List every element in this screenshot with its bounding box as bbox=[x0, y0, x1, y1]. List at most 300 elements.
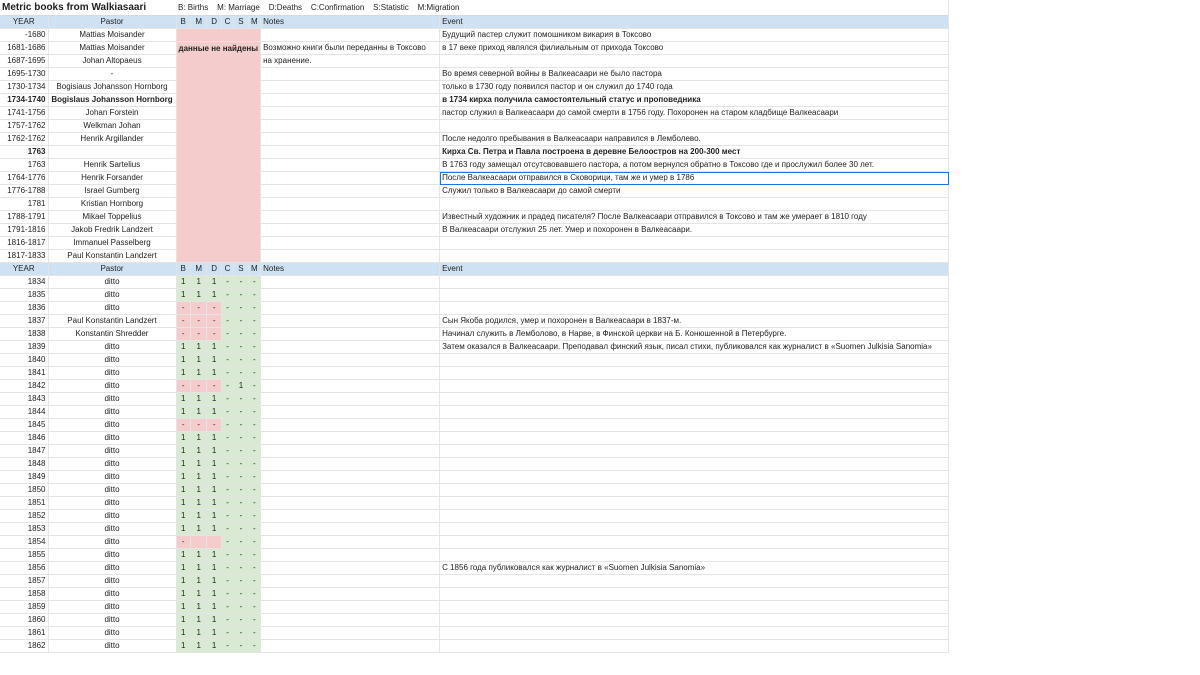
code-cell[interactable]: 1 bbox=[207, 471, 221, 484]
notes-cell[interactable] bbox=[261, 614, 440, 627]
code-cell[interactable]: - bbox=[234, 497, 248, 510]
year-cell[interactable]: 1862 bbox=[0, 640, 48, 653]
code-cell[interactable]: - bbox=[234, 575, 248, 588]
notes-cell[interactable] bbox=[261, 367, 440, 380]
pastor-cell[interactable]: ditto bbox=[48, 380, 176, 393]
code-cell[interactable]: - bbox=[190, 328, 207, 341]
code-cell[interactable]: - bbox=[221, 601, 233, 614]
notes-cell[interactable] bbox=[261, 523, 440, 536]
code-cell[interactable]: 1 bbox=[207, 341, 221, 354]
code-cell[interactable]: - bbox=[234, 562, 248, 575]
header-pastor[interactable]: Pastor bbox=[48, 16, 176, 29]
code-cell[interactable]: - bbox=[221, 445, 233, 458]
notes-cell[interactable] bbox=[261, 185, 440, 198]
code-cell[interactable]: 1 bbox=[176, 549, 190, 562]
notes-cell[interactable] bbox=[261, 341, 440, 354]
code-cell[interactable]: - bbox=[234, 367, 248, 380]
year-cell[interactable]: 1734-1740 bbox=[0, 94, 48, 107]
code-cell[interactable]: - bbox=[248, 562, 260, 575]
event-cell[interactable] bbox=[440, 250, 949, 263]
year-cell[interactable]: 1860 bbox=[0, 614, 48, 627]
notes-cell[interactable] bbox=[261, 94, 440, 107]
pastor-cell[interactable]: ditto bbox=[48, 640, 176, 653]
pastor-cell[interactable]: Johan Altopaeus bbox=[48, 55, 176, 68]
year-cell[interactable]: 1695-1730 bbox=[0, 68, 48, 81]
year-cell[interactable]: 1853 bbox=[0, 523, 48, 536]
year-cell[interactable]: 1817-1833 bbox=[0, 250, 48, 263]
code-cell[interactable]: - bbox=[248, 406, 260, 419]
year-cell[interactable]: 1763 bbox=[0, 159, 48, 172]
header-code[interactable]: B bbox=[176, 263, 190, 276]
pastor-cell[interactable]: ditto bbox=[48, 445, 176, 458]
code-cell[interactable]: - bbox=[248, 315, 260, 328]
year-cell[interactable]: 1850 bbox=[0, 484, 48, 497]
notes-cell[interactable] bbox=[261, 393, 440, 406]
code-cell[interactable]: - bbox=[248, 640, 260, 653]
code-cell[interactable]: 1 bbox=[190, 484, 207, 497]
event-cell[interactable] bbox=[440, 445, 949, 458]
notes-cell[interactable] bbox=[261, 133, 440, 146]
notes-cell[interactable] bbox=[261, 471, 440, 484]
code-cell[interactable]: 1 bbox=[207, 354, 221, 367]
event-cell[interactable] bbox=[440, 536, 949, 549]
code-cell[interactable]: - bbox=[248, 276, 260, 289]
code-cell[interactable]: - bbox=[248, 419, 260, 432]
code-cell[interactable]: - bbox=[248, 627, 260, 640]
year-cell[interactable]: 1834 bbox=[0, 276, 48, 289]
code-cell[interactable]: 1 bbox=[190, 588, 207, 601]
code-cell[interactable]: - bbox=[234, 471, 248, 484]
code-cell[interactable]: 1 bbox=[190, 432, 207, 445]
year-cell[interactable]: 1762-1762 bbox=[0, 133, 48, 146]
pastor-cell[interactable]: Henrik Argillander bbox=[48, 133, 176, 146]
event-cell[interactable] bbox=[440, 393, 949, 406]
year-cell[interactable]: 1855 bbox=[0, 549, 48, 562]
code-cell[interactable]: - bbox=[221, 406, 233, 419]
not-found-cell[interactable] bbox=[176, 42, 261, 263]
year-cell[interactable]: 1730-1734 bbox=[0, 81, 48, 94]
notes-cell[interactable] bbox=[261, 68, 440, 81]
year-cell[interactable]: 1788-1791 bbox=[0, 211, 48, 224]
code-cell[interactable]: - bbox=[248, 588, 260, 601]
code-cell[interactable]: - bbox=[207, 328, 221, 341]
notes-cell[interactable] bbox=[261, 211, 440, 224]
notes-cell[interactable] bbox=[261, 29, 440, 42]
pastor-cell[interactable]: Immanuel Passelberg bbox=[48, 237, 176, 250]
code-cell[interactable]: 1 bbox=[176, 510, 190, 523]
code-cell[interactable]: 1 bbox=[207, 640, 221, 653]
code-cell[interactable]: - bbox=[176, 380, 190, 393]
year-cell[interactable]: 1861 bbox=[0, 627, 48, 640]
header-code[interactable]: M bbox=[190, 16, 207, 29]
notes-cell[interactable] bbox=[261, 81, 440, 94]
year-cell[interactable]: 1852 bbox=[0, 510, 48, 523]
code-cell[interactable]: 1 bbox=[207, 510, 221, 523]
code-cell[interactable]: - bbox=[234, 393, 248, 406]
notes-cell[interactable] bbox=[261, 640, 440, 653]
pastor-cell[interactable]: ditto bbox=[48, 627, 176, 640]
year-cell[interactable]: 1846 bbox=[0, 432, 48, 445]
pastor-cell[interactable]: Mattias Moisander bbox=[48, 42, 176, 55]
pastor-cell[interactable]: ditto bbox=[48, 458, 176, 471]
year-cell[interactable]: 1776-1788 bbox=[0, 185, 48, 198]
code-cell[interactable]: - bbox=[234, 406, 248, 419]
code-cell[interactable]: - bbox=[248, 302, 260, 315]
event-cell[interactable] bbox=[440, 276, 949, 289]
event-cell[interactable]: Сын Якоба родился, умер и похоронен в Валкеасаари в 1837-м. bbox=[440, 315, 949, 328]
code-cell[interactable]: 1 bbox=[190, 406, 207, 419]
notes-cell[interactable] bbox=[261, 510, 440, 523]
year-cell[interactable]: 1836 bbox=[0, 302, 48, 315]
code-cell[interactable]: - bbox=[221, 614, 233, 627]
notes-cell[interactable] bbox=[261, 406, 440, 419]
code-cell[interactable]: 1 bbox=[190, 601, 207, 614]
code-cell[interactable]: 1 bbox=[190, 289, 207, 302]
year-cell[interactable]: 1858 bbox=[0, 588, 48, 601]
code-cell[interactable]: 1 bbox=[207, 367, 221, 380]
code-cell[interactable]: - bbox=[176, 419, 190, 432]
code-cell[interactable]: - bbox=[221, 276, 233, 289]
code-cell[interactable]: - bbox=[221, 367, 233, 380]
pastor-cell[interactable]: ditto bbox=[48, 484, 176, 497]
code-cell[interactable]: 1 bbox=[190, 471, 207, 484]
event-cell[interactable] bbox=[440, 601, 949, 614]
pastor-cell[interactable]: Mikael Toppelius bbox=[48, 211, 176, 224]
code-cell[interactable]: - bbox=[221, 354, 233, 367]
code-cell[interactable]: 1 bbox=[190, 510, 207, 523]
code-cell[interactable]: - bbox=[248, 575, 260, 588]
code-cell[interactable]: 1 bbox=[207, 523, 221, 536]
pastor-cell[interactable]: ditto bbox=[48, 302, 176, 315]
code-cell[interactable]: - bbox=[176, 315, 190, 328]
pastor-cell[interactable]: ditto bbox=[48, 432, 176, 445]
code-cell[interactable]: 1 bbox=[207, 458, 221, 471]
year-cell[interactable]: 1837 bbox=[0, 315, 48, 328]
pastor-cell[interactable]: Konstantin Shredder bbox=[48, 328, 176, 341]
notes-cell[interactable] bbox=[261, 107, 440, 120]
event-cell[interactable]: в 17 веке приход являлся филиальным от прихода Токсово bbox=[440, 42, 949, 55]
code-cell[interactable]: - bbox=[221, 549, 233, 562]
code-cell[interactable]: - bbox=[234, 289, 248, 302]
code-cell[interactable]: 1 bbox=[207, 432, 221, 445]
pastor-cell[interactable]: ditto bbox=[48, 588, 176, 601]
pastor-cell[interactable]: Paul Konstantin Landzert bbox=[48, 250, 176, 263]
event-cell[interactable] bbox=[440, 432, 949, 445]
year-cell[interactable]: 1857 bbox=[0, 575, 48, 588]
code-cell[interactable]: - bbox=[234, 315, 248, 328]
code-cell[interactable]: 1 bbox=[176, 497, 190, 510]
code-cell[interactable]: - bbox=[234, 458, 248, 471]
year-cell[interactable]: 1816-1817 bbox=[0, 237, 48, 250]
event-cell[interactable] bbox=[440, 367, 949, 380]
event-cell[interactable] bbox=[440, 458, 949, 471]
code-cell[interactable]: - bbox=[234, 354, 248, 367]
code-cell[interactable]: 1 bbox=[190, 393, 207, 406]
header-code[interactable]: M bbox=[248, 263, 260, 276]
event-cell[interactable]: Затем оказался в Валкеасаари. Преподавал финский язык, писал стихи, публиковался как журналист в «Suomen Julkisia Sanomia» bbox=[440, 341, 949, 354]
event-cell[interactable] bbox=[440, 471, 949, 484]
event-cell[interactable] bbox=[440, 510, 949, 523]
code-cell[interactable]: 1 bbox=[190, 627, 207, 640]
code-cell[interactable]: - bbox=[234, 445, 248, 458]
notes-cell[interactable] bbox=[261, 224, 440, 237]
code-cell[interactable]: - bbox=[234, 523, 248, 536]
pastor-cell[interactable]: Israel Gumberg bbox=[48, 185, 176, 198]
code-cell[interactable]: - bbox=[234, 614, 248, 627]
header-notes[interactable]: Notes bbox=[261, 263, 440, 276]
code-cell[interactable]: - bbox=[234, 432, 248, 445]
code-cell[interactable]: - bbox=[248, 510, 260, 523]
event-cell[interactable]: в 1734 кирха получила самостоятельный статус и проповедника bbox=[440, 94, 949, 107]
notes-cell[interactable] bbox=[261, 627, 440, 640]
event-cell[interactable]: Служил только в Валкеасаари до самой смерти bbox=[440, 185, 949, 198]
notes-cell[interactable] bbox=[261, 432, 440, 445]
code-cell[interactable]: 1 bbox=[176, 445, 190, 458]
notes-cell[interactable]: на хранение. bbox=[261, 55, 440, 68]
code-cell[interactable]: - bbox=[221, 510, 233, 523]
pastor-cell[interactable]: ditto bbox=[48, 510, 176, 523]
code-cell[interactable]: 1 bbox=[207, 289, 221, 302]
code-cell[interactable]: - bbox=[221, 588, 233, 601]
code-cell[interactable]: 1 bbox=[207, 627, 221, 640]
header-code[interactable]: C bbox=[221, 16, 233, 29]
code-cell[interactable]: 1 bbox=[207, 497, 221, 510]
code-cell[interactable]: - bbox=[234, 549, 248, 562]
pastor-cell[interactable]: - bbox=[48, 68, 176, 81]
code-cell[interactable]: 1 bbox=[176, 367, 190, 380]
year-cell[interactable]: 1757-1762 bbox=[0, 120, 48, 133]
code-cell[interactable]: 1 bbox=[176, 341, 190, 354]
notes-cell[interactable] bbox=[261, 562, 440, 575]
code-cell[interactable]: 1 bbox=[190, 575, 207, 588]
pastor-cell[interactable]: ditto bbox=[48, 471, 176, 484]
code-cell[interactable]: - bbox=[248, 393, 260, 406]
year-cell[interactable]: 1839 bbox=[0, 341, 48, 354]
pastor-cell[interactable]: ditto bbox=[48, 497, 176, 510]
pastor-cell[interactable]: ditto bbox=[48, 601, 176, 614]
code-cell[interactable]: - bbox=[248, 328, 260, 341]
code-cell[interactable]: - bbox=[176, 328, 190, 341]
notes-cell[interactable] bbox=[261, 159, 440, 172]
code-cell[interactable]: 1 bbox=[207, 575, 221, 588]
code-cell[interactable]: - bbox=[234, 627, 248, 640]
pastor-cell[interactable]: ditto bbox=[48, 536, 176, 549]
code-cell[interactable]: - bbox=[248, 523, 260, 536]
pastor-cell[interactable]: ditto bbox=[48, 575, 176, 588]
event-cell[interactable] bbox=[440, 198, 949, 211]
header-code[interactable]: S bbox=[234, 263, 248, 276]
header-event[interactable]: Event bbox=[440, 16, 949, 29]
header-notes[interactable]: Notes bbox=[261, 16, 440, 29]
pastor-cell[interactable]: ditto bbox=[48, 549, 176, 562]
header-code[interactable]: B bbox=[176, 16, 190, 29]
code-cell[interactable]: - bbox=[234, 601, 248, 614]
code-cell[interactable]: 1 bbox=[176, 393, 190, 406]
notes-cell[interactable] bbox=[261, 120, 440, 133]
pastor-cell[interactable]: ditto bbox=[48, 276, 176, 289]
code-cell[interactable]: - bbox=[234, 588, 248, 601]
event-cell[interactable]: После недолго пребывания в Валкеасаари направился в Лемболево. bbox=[440, 133, 949, 146]
pastor-cell[interactable]: Mattias Moisander bbox=[48, 29, 176, 42]
header-year[interactable]: YEAR bbox=[0, 16, 48, 29]
code-cell[interactable]: - bbox=[234, 536, 248, 549]
code-cell[interactable]: 1 bbox=[190, 614, 207, 627]
year-cell[interactable]: 1854 bbox=[0, 536, 48, 549]
pastor-cell[interactable]: Henrik Forsander bbox=[48, 172, 176, 185]
code-cell[interactable]: 1 bbox=[176, 471, 190, 484]
pastor-cell[interactable]: ditto bbox=[48, 341, 176, 354]
year-cell[interactable]: 1842 bbox=[0, 380, 48, 393]
notes-cell[interactable] bbox=[261, 575, 440, 588]
code-cell[interactable]: - bbox=[207, 315, 221, 328]
year-cell[interactable]: 1841 bbox=[0, 367, 48, 380]
code-cell[interactable]: - bbox=[221, 575, 233, 588]
code-cell[interactable]: 1 bbox=[176, 627, 190, 640]
event-cell[interactable]: пастор служил в Валкеасаари до самой смерти в 1756 году. Похоронен на старом кладбище Валкеасаари bbox=[440, 107, 949, 120]
code-cell[interactable]: 1 bbox=[207, 549, 221, 562]
event-cell[interactable] bbox=[440, 575, 949, 588]
code-cell[interactable]: - bbox=[234, 276, 248, 289]
event-cell[interactable]: Известный художник и прадед писателя? После Валкеасаари отправился в Токсово и там же умерает в 1810 году bbox=[440, 211, 949, 224]
year-cell[interactable]: 1838 bbox=[0, 328, 48, 341]
code-cell[interactable]: 1 bbox=[207, 614, 221, 627]
code-cell[interactable]: 1 bbox=[207, 588, 221, 601]
notes-cell[interactable] bbox=[261, 328, 440, 341]
code-cell[interactable]: - bbox=[234, 510, 248, 523]
notes-cell[interactable] bbox=[261, 380, 440, 393]
year-cell[interactable]: 1764-1776 bbox=[0, 172, 48, 185]
code-cell[interactable]: - bbox=[248, 367, 260, 380]
code-cell[interactable]: - bbox=[221, 536, 233, 549]
event-cell[interactable] bbox=[440, 419, 949, 432]
sheet-title[interactable]: Metric books from Walkiasaari bbox=[0, 0, 176, 16]
code-cell[interactable]: - bbox=[234, 640, 248, 653]
code-cell[interactable]: - bbox=[221, 497, 233, 510]
pastor-cell[interactable]: Welkman Johan bbox=[48, 120, 176, 133]
year-cell[interactable]: 1741-1756 bbox=[0, 107, 48, 120]
event-cell[interactable] bbox=[440, 237, 949, 250]
pastor-cell[interactable]: Bogisiaus Johansson Hornborg bbox=[48, 81, 176, 94]
event-cell[interactable] bbox=[440, 406, 949, 419]
header-event[interactable]: Event bbox=[440, 263, 949, 276]
code-cell[interactable]: 1 bbox=[176, 276, 190, 289]
notes-cell[interactable] bbox=[261, 354, 440, 367]
header-code[interactable]: D bbox=[207, 16, 221, 29]
notes-cell[interactable] bbox=[261, 588, 440, 601]
year-cell[interactable]: 1840 bbox=[0, 354, 48, 367]
code-cell[interactable]: - bbox=[248, 432, 260, 445]
year-cell[interactable]: -1680 bbox=[0, 29, 48, 42]
code-cell[interactable]: - bbox=[221, 328, 233, 341]
code-cell[interactable]: 1 bbox=[190, 562, 207, 575]
code-cell[interactable]: 1 bbox=[207, 484, 221, 497]
code-cell[interactable]: 1 bbox=[176, 588, 190, 601]
pastor-cell[interactable]: Kristian Hornborg bbox=[48, 198, 176, 211]
notes-cell[interactable] bbox=[261, 302, 440, 315]
pastor-cell[interactable]: Bogislaus Johansson Hornborg bbox=[48, 94, 176, 107]
year-cell[interactable]: 1781 bbox=[0, 198, 48, 211]
pastor-cell[interactable]: ditto bbox=[48, 562, 176, 575]
code-cell[interactable] bbox=[190, 536, 207, 549]
code-cell[interactable]: 1 bbox=[176, 484, 190, 497]
event-cell[interactable] bbox=[440, 380, 949, 393]
code-cell[interactable]: - bbox=[234, 328, 248, 341]
code-cell[interactable]: 1 bbox=[176, 640, 190, 653]
notes-cell[interactable] bbox=[261, 146, 440, 159]
notes-cell[interactable] bbox=[261, 276, 440, 289]
event-cell[interactable]: только в 1730 году появился пастор и он служил до 1740 года bbox=[440, 81, 949, 94]
code-cell[interactable]: 1 bbox=[190, 523, 207, 536]
notes-cell[interactable] bbox=[261, 536, 440, 549]
code-cell[interactable]: 1 bbox=[176, 354, 190, 367]
code-cell[interactable]: - bbox=[234, 302, 248, 315]
code-cell[interactable]: - bbox=[221, 484, 233, 497]
header-code[interactable]: S bbox=[234, 16, 248, 29]
code-cell[interactable]: - bbox=[221, 471, 233, 484]
code-cell[interactable]: 1 bbox=[176, 575, 190, 588]
code-cell[interactable]: 1 bbox=[207, 393, 221, 406]
year-cell[interactable]: 1856 bbox=[0, 562, 48, 575]
code-cell[interactable]: - bbox=[221, 432, 233, 445]
code-cell[interactable]: - bbox=[234, 419, 248, 432]
pastor-cell[interactable]: Johan Forstein bbox=[48, 107, 176, 120]
pastor-cell[interactable]: Henrik Sartelius bbox=[48, 159, 176, 172]
code-cell[interactable]: - bbox=[221, 380, 233, 393]
year-cell[interactable]: 1848 bbox=[0, 458, 48, 471]
year-cell[interactable]: 1847 bbox=[0, 445, 48, 458]
code-cell[interactable]: - bbox=[248, 484, 260, 497]
code-cell[interactable]: 1 bbox=[190, 354, 207, 367]
code-cell[interactable]: - bbox=[221, 640, 233, 653]
code-cell[interactable]: - bbox=[207, 302, 221, 315]
year-cell[interactable]: 1843 bbox=[0, 393, 48, 406]
code-cell[interactable]: - bbox=[248, 614, 260, 627]
code-cell[interactable]: 1 bbox=[176, 458, 190, 471]
event-cell[interactable] bbox=[440, 640, 949, 653]
codes-cell[interactable] bbox=[176, 29, 261, 42]
event-cell[interactable] bbox=[440, 302, 949, 315]
code-cell[interactable]: - bbox=[190, 380, 207, 393]
code-cell[interactable]: - bbox=[248, 354, 260, 367]
header-code[interactable]: M bbox=[248, 16, 260, 29]
notes-cell[interactable] bbox=[261, 198, 440, 211]
event-cell[interactable]: В 1763 году замещал отсутсвовавшего пастора, а потом вернулся обратно в Токсово где и прослужил более 30 лет. bbox=[440, 159, 949, 172]
code-cell[interactable]: 1 bbox=[190, 640, 207, 653]
pastor-cell[interactable]: ditto bbox=[48, 614, 176, 627]
notes-cell[interactable]: Возможно книги были переданны в Токсово bbox=[261, 42, 440, 55]
notes-cell[interactable] bbox=[261, 497, 440, 510]
year-cell[interactable]: 1845 bbox=[0, 419, 48, 432]
code-cell[interactable]: 1 bbox=[207, 445, 221, 458]
code-cell[interactable]: - bbox=[176, 302, 190, 315]
code-cell[interactable]: - bbox=[248, 445, 260, 458]
year-cell[interactable]: 1851 bbox=[0, 497, 48, 510]
event-cell[interactable]: Кирха Св. Петра и Павла построена в деревне Белоостров на 200-300 мест bbox=[440, 146, 949, 159]
header-code[interactable]: C bbox=[221, 263, 233, 276]
code-cell[interactable]: 1 bbox=[207, 406, 221, 419]
event-cell[interactable] bbox=[440, 627, 949, 640]
year-cell[interactable]: 1849 bbox=[0, 471, 48, 484]
year-cell[interactable]: 1791-1816 bbox=[0, 224, 48, 237]
event-cell[interactable] bbox=[440, 588, 949, 601]
code-cell[interactable]: - bbox=[248, 471, 260, 484]
code-cell[interactable]: - bbox=[221, 289, 233, 302]
event-cell[interactable] bbox=[440, 354, 949, 367]
year-cell[interactable]: 1844 bbox=[0, 406, 48, 419]
code-cell[interactable]: - bbox=[221, 302, 233, 315]
notes-cell[interactable] bbox=[261, 549, 440, 562]
code-cell[interactable]: - bbox=[207, 380, 221, 393]
